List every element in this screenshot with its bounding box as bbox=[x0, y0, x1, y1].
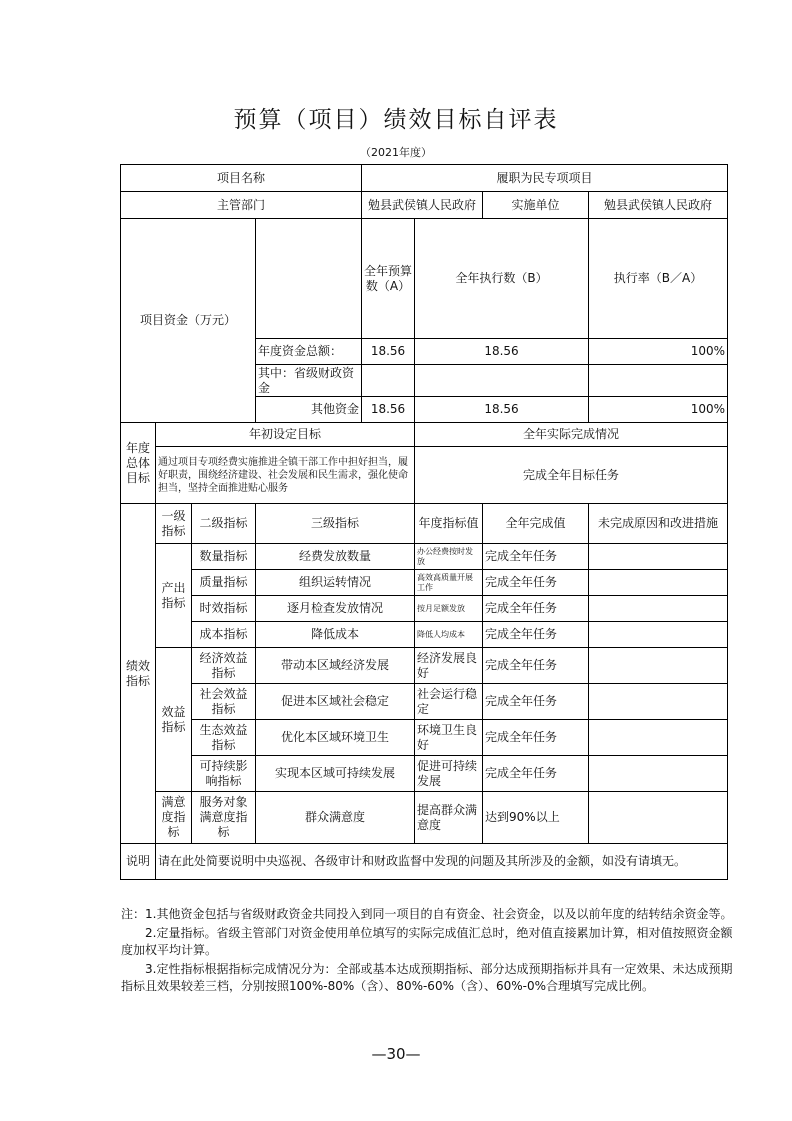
indicator-row bbox=[121, 648, 728, 684]
header-level1: 一级指标 bbox=[156, 504, 192, 544]
department-row bbox=[121, 192, 728, 219]
reason-cell bbox=[589, 720, 728, 756]
satisfaction-indicator-label: 满意度指标 bbox=[156, 792, 192, 844]
project-name-row bbox=[121, 165, 728, 192]
footnotes bbox=[121, 906, 733, 997]
level3-cell: 实现本区域可持续发展 bbox=[256, 756, 415, 792]
evaluation-table bbox=[120, 164, 728, 880]
level3-cell: 组织运转情况 bbox=[256, 570, 415, 596]
level2-cell: 生态效益指标 bbox=[192, 720, 256, 756]
indicator-header-row bbox=[121, 504, 728, 544]
done-cell: 完成全年任务 bbox=[483, 570, 589, 596]
target-cell: 提高群众满意度 bbox=[415, 792, 483, 844]
footnote: 3.定性指标根据指标完成情况分为：全部或基本达成预期指标、部分达成预期指标并具有一定效果、未达成预期指标且效果较差三档，分别按照100%-80%（含）、80%-60%（含）、60%-0%合理填写完成比例。 bbox=[121, 962, 733, 993]
funds-row-label: 其他资金 bbox=[256, 397, 362, 423]
header-level3: 三级指标 bbox=[256, 504, 415, 544]
implementer-value: 勉县武侯镇人民政府 bbox=[589, 192, 728, 219]
header-done: 全年完成值 bbox=[483, 504, 589, 544]
level2-cell: 时效指标 bbox=[192, 596, 256, 622]
output-indicator-label: 产出指标 bbox=[156, 544, 192, 648]
goals-header-row bbox=[121, 423, 728, 447]
funds-row-rate: 100% bbox=[589, 397, 728, 423]
reason-cell bbox=[589, 570, 728, 596]
target-cell: 环境卫生良好 bbox=[415, 720, 483, 756]
done-cell: 完成全年任务 bbox=[483, 648, 589, 684]
done-cell: 达到90%以上 bbox=[483, 792, 589, 844]
goals-actual-text: 完成全年目标任务 bbox=[415, 447, 728, 504]
goals-set-header: 年初设定目标 bbox=[156, 423, 415, 447]
reason-cell bbox=[589, 544, 728, 570]
level3-cell: 经费发放数量 bbox=[256, 544, 415, 570]
goals-content-row bbox=[121, 447, 728, 504]
department-value: 勉县武侯镇人民政府 bbox=[362, 192, 483, 219]
target-cell: 高效高质量开展工作 bbox=[415, 570, 483, 596]
implementer-label: 实施单位 bbox=[483, 192, 589, 219]
target-cell: 促进可持续发展 bbox=[415, 756, 483, 792]
page-title: 预算（项目）绩效目标自评表 bbox=[233, 107, 559, 133]
done-cell: 完成全年任务 bbox=[483, 756, 589, 792]
level2-cell: 成本指标 bbox=[192, 622, 256, 648]
funds-row-rate: 100% bbox=[589, 339, 728, 365]
funds-row-budget: 18.56 bbox=[362, 397, 415, 423]
done-cell: 完成全年任务 bbox=[483, 622, 589, 648]
footnote: 2.定量指标。省级主管部门对资金使用单位填写的实际完成值汇总时，绝对值直接累加计算，相对值按照资金额度加权平均计算。 bbox=[121, 926, 733, 957]
level2-cell: 可持续影响指标 bbox=[192, 756, 256, 792]
header-reason: 未完成原因和改进措施 bbox=[589, 504, 728, 544]
header-target: 年度指标值 bbox=[415, 504, 483, 544]
footnote: 注：1.其他资金包括与省级财政资金共同投入到同一项目的自有资金、社会资金，以及以前年度的结转结余资金等。 bbox=[121, 907, 733, 921]
level3-cell: 群众满意度 bbox=[256, 792, 415, 844]
reason-cell bbox=[589, 792, 728, 844]
level3-cell: 促进本区域社会稳定 bbox=[256, 684, 415, 720]
target-cell: 降低人均成本 bbox=[415, 622, 483, 648]
reason-cell bbox=[589, 648, 728, 684]
target-cell: 社会运行稳定 bbox=[415, 684, 483, 720]
reason-cell bbox=[589, 684, 728, 720]
project-name-value: 履职为民专项项目 bbox=[362, 165, 728, 192]
target-cell: 办公经费按时发放 bbox=[415, 544, 483, 570]
level2-cell: 质量指标 bbox=[192, 570, 256, 596]
reason-cell bbox=[589, 596, 728, 622]
reason-cell bbox=[589, 622, 728, 648]
target-cell: 经济发展良好 bbox=[415, 648, 483, 684]
remark-row bbox=[121, 844, 728, 880]
funds-row-exec: 18.56 bbox=[415, 339, 589, 365]
funds-blank-cell bbox=[256, 219, 362, 339]
funds-label: 项目资金（万元） bbox=[121, 219, 256, 423]
funds-row-budget: 18.56 bbox=[362, 339, 415, 365]
level2-cell: 服务对象满意度指标 bbox=[192, 792, 256, 844]
level2-cell: 社会效益指标 bbox=[192, 684, 256, 720]
funds-header-row bbox=[121, 219, 728, 339]
page-number: —30— bbox=[371, 1045, 421, 1063]
rate-header: 执行率（B／A） bbox=[589, 219, 728, 339]
funds-row-label: 年度资金总额： bbox=[256, 339, 362, 365]
level3-cell: 优化本区域环境卫生 bbox=[256, 720, 415, 756]
indicator-row bbox=[121, 720, 728, 756]
indicators-label: 绩效指标 bbox=[121, 504, 156, 844]
done-cell: 完成全年任务 bbox=[483, 596, 589, 622]
level3-cell: 逐月检查发放情况 bbox=[256, 596, 415, 622]
done-cell: 完成全年任务 bbox=[483, 720, 589, 756]
project-name-label: 项目名称 bbox=[121, 165, 362, 192]
budget-header: 全年预算数（A） bbox=[362, 219, 415, 339]
indicator-row bbox=[121, 684, 728, 720]
indicator-row bbox=[121, 544, 728, 570]
execution-header: 全年执行数（B） bbox=[415, 219, 589, 339]
funds-row-exec bbox=[415, 365, 589, 397]
funds-row-rate bbox=[589, 365, 728, 397]
goals-label: 年度总体目标 bbox=[121, 423, 156, 504]
benefit-indicator-label: 效益指标 bbox=[156, 648, 192, 792]
indicator-row bbox=[121, 596, 728, 622]
goals-set-text: 通过项目专项经费实施推进全镇干部工作中担好担当，履好职责，围绕经济建设、社会发展和民生需求，强化使命担当，坚持全面推进贴心服务 bbox=[156, 447, 415, 504]
level2-cell: 经济效益指标 bbox=[192, 648, 256, 684]
funds-row-budget bbox=[362, 365, 415, 397]
goals-actual-header: 全年实际完成情况 bbox=[415, 423, 728, 447]
indicator-row bbox=[121, 792, 728, 844]
level2-cell: 数量指标 bbox=[192, 544, 256, 570]
remark-label: 说明 bbox=[121, 844, 156, 880]
reason-cell bbox=[589, 756, 728, 792]
header-level2: 二级指标 bbox=[192, 504, 256, 544]
department-label: 主管部门 bbox=[121, 192, 362, 219]
funds-row-exec: 18.56 bbox=[415, 397, 589, 423]
indicator-row bbox=[121, 756, 728, 792]
remark-text: 请在此处简要说明中央巡视、各级审计和财政监督中发现的问题及其所涉及的金额，如没有请填无。 bbox=[156, 844, 728, 880]
level3-cell: 带动本区域经济发展 bbox=[256, 648, 415, 684]
done-cell: 完成全年任务 bbox=[483, 684, 589, 720]
indicator-row bbox=[121, 570, 728, 596]
target-cell: 按月足额发放 bbox=[415, 596, 483, 622]
indicator-row bbox=[121, 622, 728, 648]
done-cell: 完成全年任务 bbox=[483, 544, 589, 570]
funds-row-label: 其中：省级财政资金 bbox=[256, 365, 362, 397]
level3-cell: 降低成本 bbox=[256, 622, 415, 648]
report-year: （2021年度） bbox=[360, 146, 432, 159]
